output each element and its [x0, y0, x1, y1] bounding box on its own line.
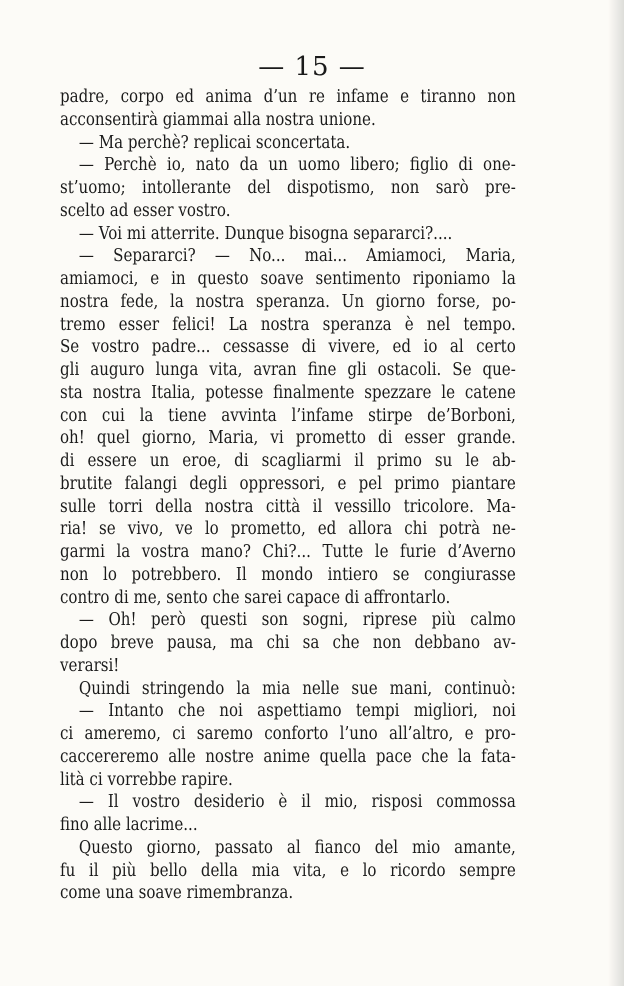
text-line: lità ci vorrebbe rapire.	[60, 769, 233, 790]
text-line: come una soave rimembranza.	[60, 883, 294, 904]
page-number: — 15 —	[258, 52, 366, 82]
text-line: sulle torri della nostra città il vessillo tricolore. Ma-	[60, 496, 516, 517]
text-line: — Voi mi atterrite. Dunque bisogna separarci?....	[78, 223, 453, 244]
text-line: tremo esser felici! La nostra speranza è nel tempo.	[60, 314, 516, 335]
text-line: gli auguro lunga vita, avran fine gli ostacoli. Se que-	[60, 360, 516, 380]
text-line: scelto ad esser vostro.	[60, 200, 231, 221]
text-line: oh! quel giorno, Maria, vi prometto di esser grande.	[60, 428, 516, 449]
text-line: — Ma perchè? replicai sconcertata.	[78, 132, 351, 153]
text-line: brutite falangi degli oppressori, e pel primo piantare	[60, 473, 516, 494]
text-line: — Oh! però questi son sogni, riprese più calmo	[78, 610, 516, 631]
text-line: nostra fede, la nostra speranza. Un giorno forse, po-	[60, 291, 516, 312]
text-line: padre, corpo ed anima d’un re infame e tiranno non	[60, 87, 516, 107]
body-text	[60, 86, 516, 905]
text-line: ria! se vivo, ve lo prometto, ed allora chi potrà ne-	[60, 519, 516, 540]
text-line: contro di me, sento che sarei capace di affrontarlo.	[60, 587, 451, 608]
text-line: verarsi!	[60, 655, 120, 676]
text-line: acconsentirà giammai alla nostra unione.	[60, 109, 376, 130]
text-line: sta nostra Italia, potesse finalmente spezzare le catene	[60, 382, 516, 403]
text-line: con cui la tiene avvinta l’infame stirpe de’Borboni,	[60, 405, 516, 426]
text-line: dopo breve pausa, ma chi sa che non debbano av-	[60, 633, 516, 653]
text-line: Quindi stringendo la mia nelle sue mani, continuò:	[78, 678, 516, 699]
text-line: garmi la vostra mano? Chi?... Tutte le furie d’Averno	[60, 542, 516, 562]
text-line: — Perchè io, nato da un uomo libero; figlio di one-	[78, 155, 516, 176]
text-line: — Il vostro desiderio è il mio, risposi commossa	[78, 792, 516, 813]
text-line: Questo giorno, passato al fianco del mio amante,	[78, 837, 516, 858]
text-line: Se vostro padre... cessasse di vivere, ed io al certo	[60, 337, 516, 358]
text-line: — Separarci? — No... mai... Amiamoci, Maria,	[78, 246, 516, 267]
text-line: amiamoci, e in questo soave sentimento riponiamo la	[60, 269, 516, 289]
text-line: ci ameremo, ci saremo conforto l’uno all’altro, e pro-	[60, 724, 516, 744]
text-line: — Intanto che noi aspettiamo tempi migliori, noi	[78, 701, 516, 722]
text-line: non lo potrebbero. Il mondo intiero se congiurasse	[60, 564, 516, 585]
text-line: caccereremo alle nostre anime quella pace che la fata-	[60, 746, 516, 767]
text-line: st’uomo; intollerante del dispotismo, non sarò pre-	[60, 178, 516, 198]
text-line: di essere un eroe, di scagliarmi il primo su le ab-	[60, 451, 516, 471]
text-line: fu il più bello della mia vita, e lo ricordo sempre	[60, 860, 516, 881]
text-line: fino alle lacrime...	[60, 815, 198, 835]
